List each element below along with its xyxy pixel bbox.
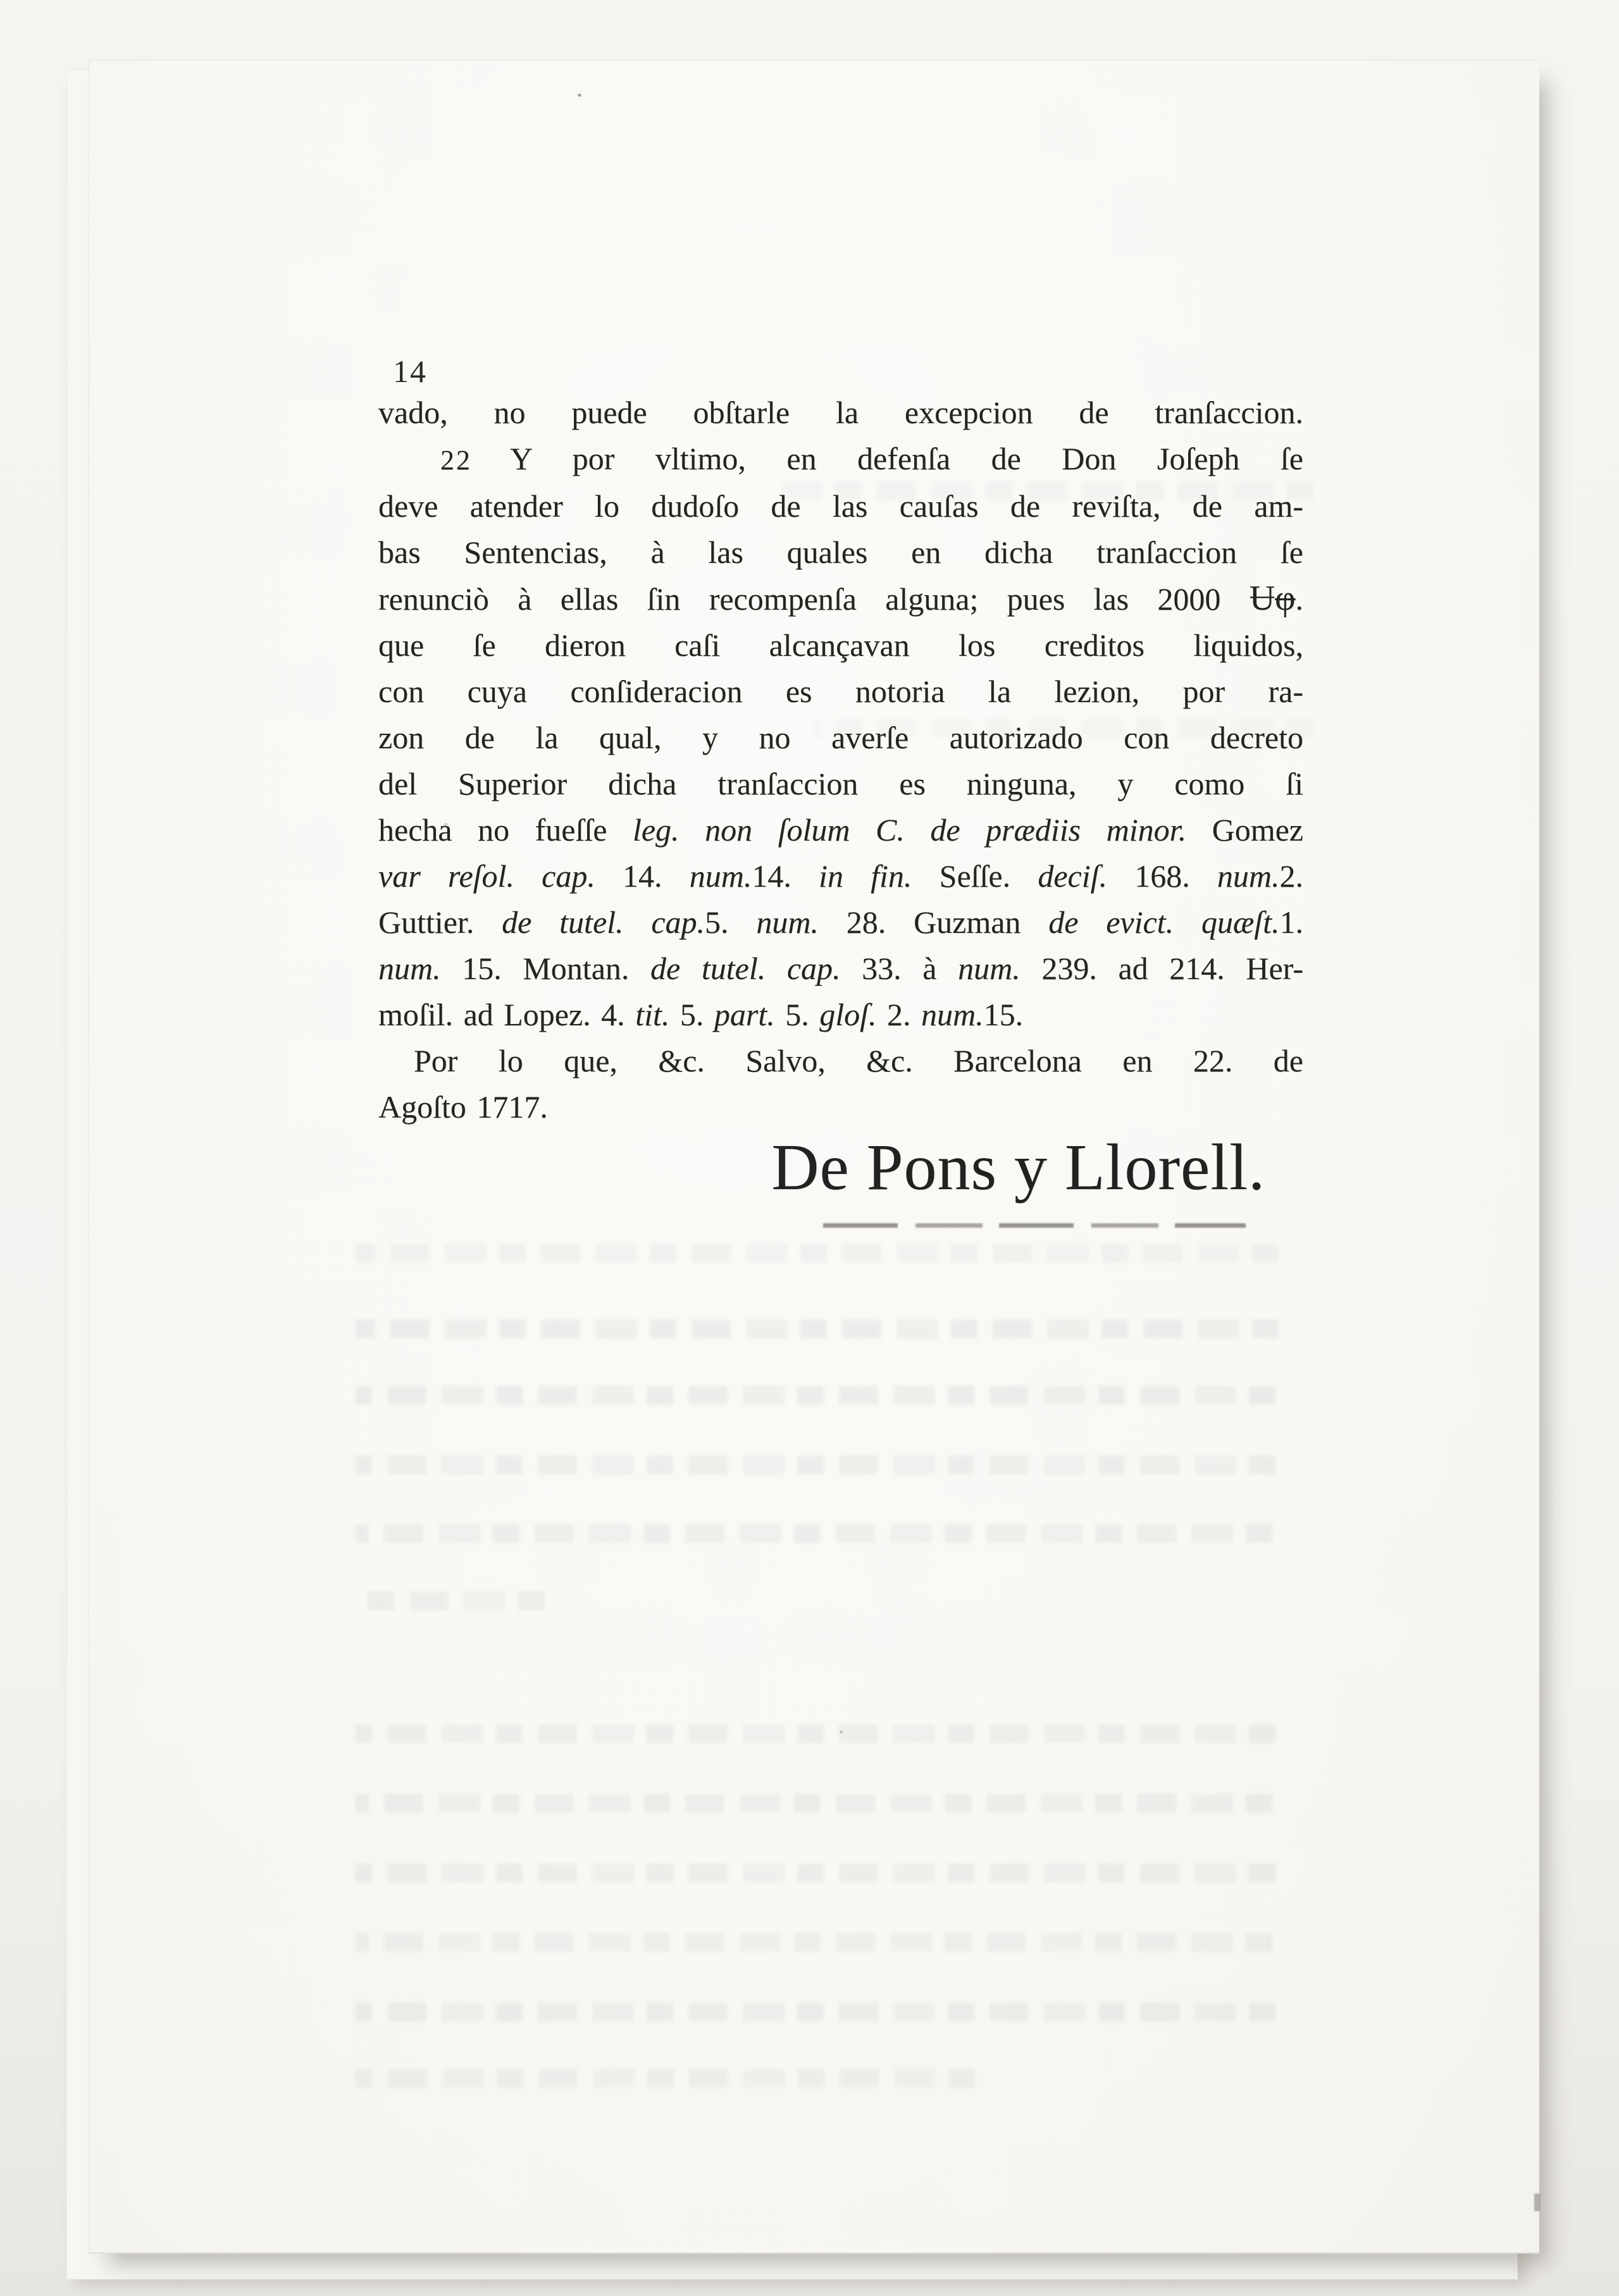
text-run: vado, no puede obſtarle la excepcion de tranſaccion. — [378, 395, 1303, 430]
document-page — [89, 60, 1539, 2254]
text-run: 15. Montan. — [440, 951, 651, 986]
citation-italic-run: num. — [921, 997, 984, 1032]
text-line — [378, 807, 1303, 853]
text-run: Agoſto 1717. — [378, 1089, 548, 1125]
bleedthrough-text — [355, 1455, 1275, 1474]
text-line — [378, 899, 1303, 946]
dust-speck — [578, 94, 581, 97]
text-run: bas Sentencias, à las quales en dicha tranſaccion ſe — [378, 534, 1303, 570]
page-number: 14 — [393, 354, 427, 389]
citation-italic-run: num. — [378, 951, 441, 986]
text-run: moſil. ad Lopez. 4. — [378, 997, 636, 1032]
text-line — [378, 529, 1303, 576]
text-line — [378, 946, 1303, 992]
text-run: Por lo que, &c. Salvo, &c. Barcelona en 22. de — [414, 1043, 1303, 1078]
text-line — [378, 669, 1303, 715]
text-run: hecha no fueſſe — [378, 812, 633, 848]
bleedthrough-text — [355, 1591, 545, 1610]
citation-italic-run: num. — [689, 858, 752, 894]
page-edge-notch — [1534, 2194, 1540, 2211]
symq-run: φ — [1275, 579, 1296, 618]
text-run: con cuya conſideracion es notoria la lezion, por ra- — [378, 674, 1303, 709]
bleedthrough-text — [355, 1386, 1275, 1405]
text-line — [378, 390, 1303, 436]
text-run: . — [1295, 581, 1303, 617]
citation-italic-run: num. — [756, 904, 819, 940]
bleedthrough-text — [355, 1933, 1272, 1952]
citation-italic-run: part. — [714, 997, 775, 1032]
body-text — [378, 390, 1303, 1130]
citation-italic-run: deciſ. — [1038, 858, 1107, 894]
text-run: 1. — [1279, 904, 1303, 940]
citation-italic-run: gloſ. — [819, 997, 877, 1032]
bleedthrough-text — [355, 2069, 975, 2088]
text-run: 5. — [774, 997, 820, 1032]
text-line — [378, 853, 1303, 899]
text-run: 2. — [1279, 858, 1304, 894]
text-line — [378, 622, 1303, 669]
text-run: que ſe dieron caſi alcançavan los creditos liquidos, — [378, 627, 1303, 663]
text-run: 2. — [876, 997, 922, 1032]
text-run: 5. — [705, 904, 757, 940]
citation-italic-run: var reſol. cap. — [378, 858, 595, 894]
citation-italic-run: tit. — [635, 997, 670, 1032]
citation-italic-run: de tutel. cap. — [650, 951, 841, 986]
text-run: 239. ad 214. Her- — [1020, 951, 1303, 986]
text-line — [378, 436, 1303, 483]
pnum-run: 22 — [440, 445, 472, 476]
text-run: 33. à — [840, 951, 958, 986]
text-run: Seſſe. — [912, 858, 1038, 894]
text-run: del Superior dicha tranſaccion es ninguna, y como ſi — [378, 766, 1303, 801]
signature-underline-rule — [823, 1223, 1246, 1228]
text-run: 28. Guzman — [818, 904, 1049, 940]
bleedthrough-text — [355, 1724, 1275, 1743]
text-run: deve atender lo dudoſo de las cauſas de reviſta, de am- — [378, 488, 1303, 524]
bleedthrough-text — [355, 1524, 1272, 1543]
text-line — [378, 761, 1303, 807]
text-run: 168. — [1107, 858, 1217, 894]
text-run: Gomez — [1186, 812, 1304, 848]
citation-italic-run: in fin. — [819, 858, 912, 894]
bleedthrough-text — [355, 1319, 1279, 1338]
citation-italic-run: num. — [1217, 858, 1280, 894]
text-run: 15. — [983, 997, 1024, 1032]
citation-italic-run: num. — [958, 951, 1020, 986]
signature-name: De Pons y Llorell. — [771, 1131, 1265, 1204]
text-line — [378, 576, 1303, 622]
bleedthrough-text — [355, 2003, 1275, 2021]
bleedthrough-text — [814, 719, 1313, 738]
bleedthrough-text — [355, 1244, 1279, 1262]
text-run: 14. — [595, 858, 690, 894]
sym-run: Ʉ — [1249, 579, 1275, 618]
citation-italic-run: leg. non ſolum C. de prædiis minor. — [632, 812, 1187, 848]
bleedthrough-text — [355, 1794, 1272, 1813]
text-run: 14. — [752, 858, 819, 894]
text-line — [378, 992, 1303, 1038]
dust-speck — [840, 1731, 843, 1734]
text-line — [378, 1038, 1303, 1084]
text-line — [378, 1084, 1303, 1130]
text-run: Y por vltimo, en defenſa de Don Joſeph ſe — [510, 441, 1303, 476]
text-run: 5. — [669, 997, 714, 1032]
citation-italic-run: de evict. quæſt. — [1048, 904, 1280, 940]
bleedthrough-text — [355, 1863, 1275, 1882]
citation-italic-run: de tutel. cap. — [502, 904, 705, 940]
text-run: renunciò à ellas ſin recompenſa alguna; pues las 2000 — [378, 581, 1250, 617]
bleedthrough-text — [782, 481, 1313, 500]
dust-speck — [444, 823, 448, 825]
text-run: zon de la qual, y no averſe autorizado con decreto — [378, 720, 1303, 755]
text-run: Guttier. — [378, 904, 502, 940]
